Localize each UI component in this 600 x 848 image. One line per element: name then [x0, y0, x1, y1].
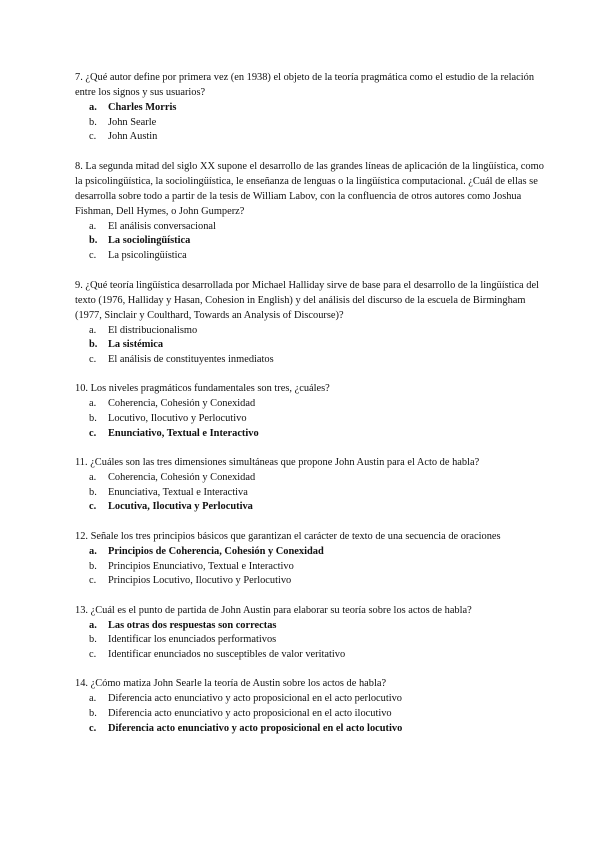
question-block	[75, 381, 544, 441]
answer-options	[75, 324, 544, 368]
answer-options	[75, 101, 544, 145]
answer-options	[75, 471, 544, 515]
option-text: Charles Morris	[108, 102, 177, 113]
option-text: John Searle	[108, 116, 157, 128]
option-text: John Austin	[108, 131, 158, 143]
option-text: Enunciativo, Textual e Interactivo	[108, 427, 259, 439]
option-letter: a.	[89, 398, 97, 410]
option-letter: a.	[89, 102, 97, 113]
option-letter: b.	[89, 235, 98, 247]
option-letter: a.	[89, 472, 97, 484]
option-text: Identificar los enunciados performativos	[108, 634, 277, 646]
question-text: 13. ¿Cuál es el punto de partida de John Austin para elaborar su teoría sobre los actos de habla?	[75, 604, 472, 616]
answer-options	[75, 692, 544, 736]
option-letter: a.	[89, 693, 97, 705]
answer-option-correct	[75, 545, 544, 560]
option-text: Diferencia acto enunciativo y acto proposicional en el acto perlocutivo	[108, 693, 402, 705]
answer-options	[75, 220, 544, 264]
option-letter: c.	[89, 131, 97, 143]
option-letter: c.	[89, 575, 97, 587]
question-block	[75, 455, 544, 515]
answer-option	[75, 707, 544, 722]
option-text: El análisis conversacional	[108, 220, 216, 232]
option-letter: c.	[89, 249, 97, 261]
question-block	[75, 676, 544, 736]
option-text: La psicolingüística	[108, 249, 187, 261]
question-block	[75, 529, 544, 589]
option-text: Las otras dos respuestas son correctas	[108, 619, 277, 631]
option-text: Identificar enunciados no susceptibles de valor veritativo	[108, 648, 346, 660]
option-letter: b.	[89, 412, 97, 424]
answer-option	[75, 471, 544, 486]
option-letter: c.	[89, 501, 97, 513]
question-block	[75, 278, 544, 368]
answer-option	[75, 249, 544, 264]
option-letter: b.	[89, 339, 98, 351]
answer-option-correct	[75, 500, 544, 515]
option-letter: b.	[89, 560, 97, 572]
answer-option	[75, 130, 544, 145]
answer-option	[75, 397, 544, 412]
answer-option	[75, 220, 544, 235]
question-text: 7. ¿Qué autor define por primera vez (en 1938) el objeto de la teoría pragmática como el estudio de la relación entre los signos y sus usuarios?	[75, 72, 535, 98]
option-text: Principios Enunciativo, Textual e Interactivo	[108, 560, 294, 572]
option-text: Locutiva, Ilocutiva y Perlocutiva	[108, 501, 253, 513]
option-text: El análisis de constituyentes inmediatos	[108, 353, 274, 365]
option-text: Diferencia acto enunciativo y acto proposicional en el acto ilocutivo	[108, 708, 392, 720]
option-letter: b.	[89, 708, 97, 720]
answer-option-correct	[75, 722, 544, 737]
option-letter: c.	[89, 427, 97, 439]
answer-option-correct	[75, 234, 544, 249]
answer-option	[75, 648, 544, 663]
answer-options	[75, 397, 544, 441]
question-block	[75, 159, 544, 264]
answer-option	[75, 116, 544, 131]
option-letter: c.	[89, 648, 97, 660]
answer-option	[75, 574, 544, 589]
option-letter: b.	[89, 634, 97, 646]
question-text: 12. Señale los tres principios básicos que garantizan el carácter de texto de una secuencia de oraciones	[75, 530, 501, 542]
option-letter: c.	[89, 353, 97, 365]
option-text: Locutivo, Ilocutivo y Perlocutivo	[108, 412, 247, 424]
option-letter: a.	[89, 324, 97, 336]
question-block	[75, 70, 544, 145]
answer-option	[75, 692, 544, 707]
option-text: Coherencia, Cohesión y Conexidad	[108, 472, 256, 484]
option-letter: c.	[89, 722, 97, 734]
option-letter: a.	[89, 545, 97, 557]
option-text: Principios de Coherencia, Cohesión y Conexidad	[108, 545, 324, 557]
question-text: 8. La segunda mitad del siglo XX supone el desarrollo de las grandes líneas de aplicación de la lingüística, como la psicolingüística, la sociolingüística, le enseñanza de lenguas o la lingüística computacional. ¿Cuál de ellas se desarrolla sobre todo a partir de la tesis de William Labov, con la confluencia de otros autores como Joshua Fishman, Dell Hymes, o John Gumperz?	[75, 160, 544, 217]
question-text: 14. ¿Cómo matiza John Searle la teoría de Austin sobre los actos de habla?	[75, 678, 387, 690]
option-letter: b.	[89, 116, 97, 128]
answer-options	[75, 545, 544, 589]
answer-option-correct	[75, 338, 544, 353]
answer-option	[75, 353, 544, 368]
option-text: La sistémica	[108, 339, 164, 351]
question-list	[75, 70, 544, 736]
option-text: El distribucionalismo	[108, 324, 198, 336]
option-text: Diferencia acto enunciativo y acto proposicional en el acto locutivo	[108, 722, 403, 734]
answer-option	[75, 486, 544, 501]
option-text: Enunciativa, Textual e Interactiva	[108, 486, 248, 498]
answer-option	[75, 560, 544, 575]
question-text: 9. ¿Qué teoría lingüística desarrollada por Michael Halliday sirve de base para el desarrollo de la lingüística del texto (1976, Halliday y Hasan, Cohesion in English) y del análisis del discurso de la escuela de Birmingham (1977, Sinclair y Coulthard, Towards an Analysis of Discourse)?	[75, 279, 539, 321]
option-text: Principios Locutivo, Ilocutivo y Perlocutivo	[108, 575, 292, 587]
option-letter: a.	[89, 220, 97, 232]
option-letter: a.	[89, 619, 97, 631]
question-block	[75, 603, 544, 663]
question-text: 11. ¿Cuáles son las tres dimensiones simultáneas que propone John Austin para el Acto de habla?	[75, 457, 480, 469]
option-text: Coherencia, Cohesión y Conexidad	[108, 398, 256, 410]
option-text: La sociolingüística	[108, 235, 191, 247]
answer-option-correct	[75, 101, 544, 116]
answer-options	[75, 619, 544, 663]
answer-option	[75, 633, 544, 648]
question-text: 10. Los niveles pragmáticos fundamentales son tres, ¿cuáles?	[75, 383, 330, 395]
answer-option	[75, 324, 544, 339]
answer-option-correct	[75, 619, 544, 634]
option-letter: b.	[89, 486, 97, 498]
answer-option-correct	[75, 427, 544, 442]
answer-option	[75, 412, 544, 427]
